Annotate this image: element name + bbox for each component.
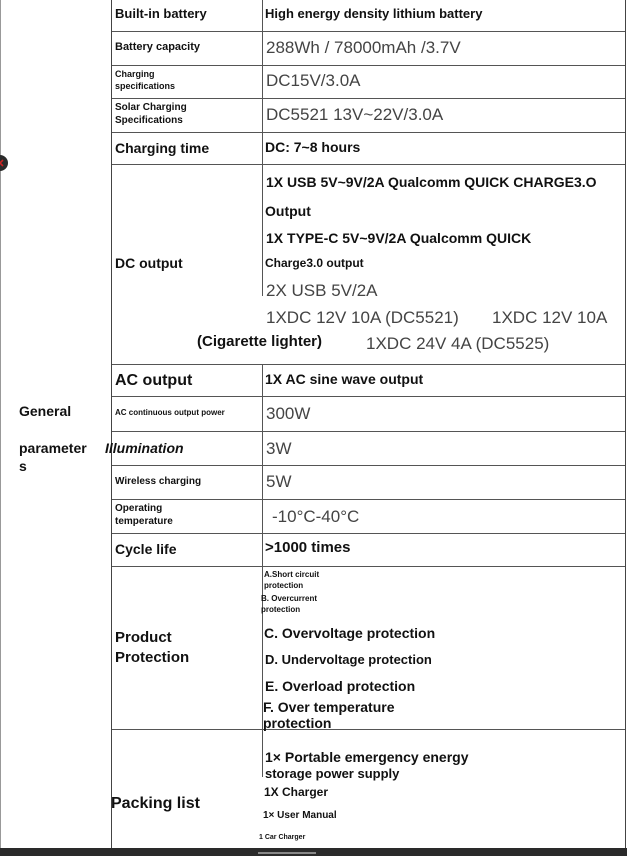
row-label-line2: Protection <box>115 649 190 666</box>
outer-border <box>0 0 1 848</box>
packing-item2: 1X Charger <box>264 785 329 799</box>
row-label: Wireless charging <box>115 476 202 487</box>
row-label: Charging time <box>115 140 210 156</box>
protection-d: D. Undervoltage protection <box>265 652 432 667</box>
row-cycle-life <box>112 534 625 567</box>
row-value: 3W <box>266 439 292 458</box>
row-label: Built-in battery <box>115 6 207 21</box>
row-dc-output <box>112 165 625 365</box>
row-value: DC15V/3.0A <box>266 71 361 90</box>
row-value: DC: 7~8 hours <box>265 139 361 155</box>
section-label-line3: s <box>19 458 27 474</box>
spec-table <box>105 0 626 848</box>
row-packing <box>112 730 625 848</box>
row-value: 1X AC sine wave output <box>265 371 424 387</box>
row-label-line2: specifications <box>115 81 176 91</box>
row-label: Cycle life <box>115 541 177 557</box>
row-illumination <box>105 432 625 466</box>
protection-a2: protection <box>264 581 304 590</box>
row-value: -10°C-40°C <box>272 507 360 526</box>
dc-line2: Output <box>265 203 311 219</box>
row-solar-spec <box>112 99 625 133</box>
packing-item1-line1: 1× Portable emergency energy <box>265 749 469 765</box>
row-value: 5W <box>266 472 292 491</box>
row-ac-continuous <box>112 397 625 432</box>
row-charging-time <box>112 133 625 165</box>
row-label: Illumination <box>105 440 184 456</box>
dc-line1: 1X USB 5V~9V/2A Qualcomm QUICK CHARGE3.O <box>266 174 597 190</box>
close-icon[interactable] <box>0 155 8 171</box>
dc-line4: Charge3.0 output <box>265 256 364 270</box>
row-label: AC continuous output power <box>115 408 225 417</box>
row-wireless <box>112 466 625 500</box>
dc-line6b: 1XDC 12V 10A <box>492 308 608 327</box>
protection-b2: protection <box>261 605 301 614</box>
row-label-line1: Solar Charging <box>115 102 187 113</box>
dc-line3: 1X TYPE-C 5V~9V/2A Qualcomm QUICK <box>266 230 532 246</box>
packing-item3: 1× User Manual <box>263 810 337 821</box>
protection-c: C. Overvoltage protection <box>264 625 436 641</box>
row-value: 300W <box>266 404 311 423</box>
row-battery-capacity <box>112 32 625 66</box>
row-label: Packing list <box>111 795 200 812</box>
row-label-line1: Operating <box>115 503 163 514</box>
row-label-line2: temperature <box>115 516 173 527</box>
packing-item1-line2: storage power supply <box>265 766 400 781</box>
row-label-line2: Specifications <box>115 115 183 126</box>
dc-line7a: (Cigarette lighter) <box>197 333 323 350</box>
bottom-bar <box>0 848 627 856</box>
bottom-bar-handle[interactable] <box>258 852 316 854</box>
row-value: >1000 times <box>265 539 351 556</box>
dc-line7b: 1XDC 24V 4A (DC5525) <box>366 334 550 353</box>
row-label: Battery capacity <box>115 41 200 53</box>
row-label: AC output <box>115 372 193 389</box>
row-label-line1: Charging <box>115 69 155 79</box>
section-label-line2: parameter <box>19 440 87 456</box>
protection-b1: B. Overcurrent <box>261 594 318 603</box>
dc-line5: 2X USB 5V/2A <box>266 281 378 300</box>
row-value: High energy density lithium battery <box>265 6 483 21</box>
dc-line6a: 1XDC 12V 10A (DC5521) <box>266 308 459 327</box>
protection-f2: protection <box>263 715 332 731</box>
packing-item4: 1 Car Charger <box>259 834 306 841</box>
row-value: 288Wh / 78000mAh /3.7V <box>266 38 461 57</box>
protection-a1: A.Short circuit <box>264 570 320 579</box>
row-operating-temp <box>112 500 625 534</box>
row-builtin-battery <box>112 0 625 32</box>
row-value: DC5521 13V~22V/3.0A <box>266 105 444 124</box>
protection-f1: F. Over temperature <box>263 699 395 715</box>
row-ac-output <box>112 365 625 397</box>
section-label-line1: General <box>19 403 72 419</box>
row-protection <box>112 567 625 730</box>
row-label: DC output <box>115 255 183 271</box>
row-charging-spec <box>112 66 625 99</box>
protection-e: E. Overload protection <box>265 678 416 694</box>
row-label-line1: Product <box>115 629 172 646</box>
